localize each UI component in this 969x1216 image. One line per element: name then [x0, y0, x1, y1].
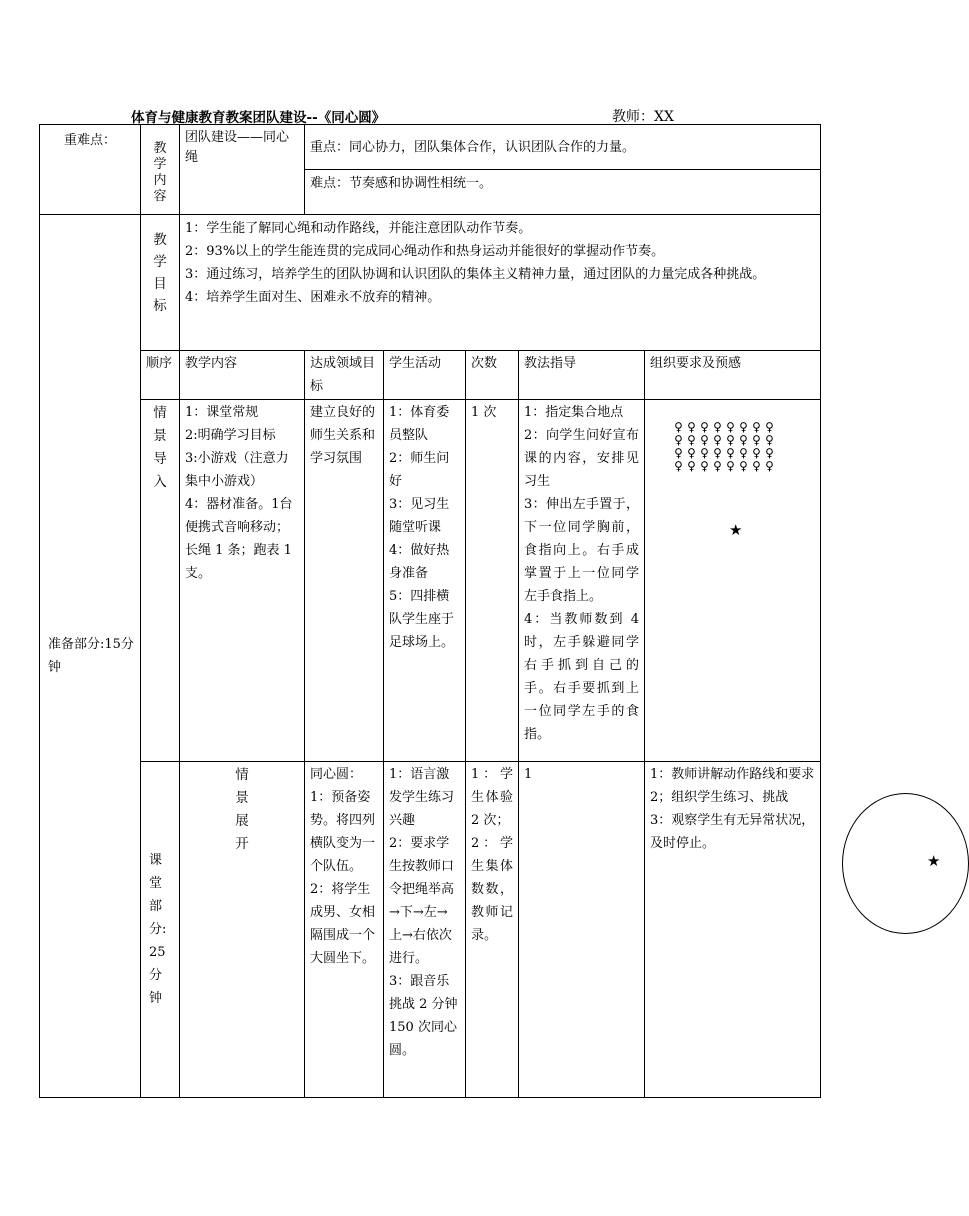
person-icon: ♀ [687, 420, 696, 434]
class-activity-cell [466, 762, 519, 1098]
class-method-item: 3：观察学生有无异常状况，及时停止。 [650, 813, 815, 851]
lesson-content-cell [180, 125, 305, 215]
class-order-label: 情 景 展 开 [235, 767, 249, 852]
lesson-plan-table [39, 124, 941, 1098]
lesson-content: 团队建设——同心绳 [185, 130, 290, 165]
prep-content-item: 2:明确学习目标 [185, 428, 276, 443]
content-label: 教 学 内 容 [153, 141, 167, 204]
prep-content-item: 3:小游戏（注意力集中小游戏） [185, 451, 289, 489]
person-icon: ♀ [713, 446, 722, 460]
class-method-item: 2；组织学生练习、挑战 [650, 790, 789, 805]
prep-domain-cell [305, 400, 384, 762]
col-header-org: 组织要求及预感 [645, 351, 821, 400]
prep-activity-item: 4：做好热身准备 [389, 543, 450, 581]
goal-item: 3：通过练习，培养学生的团队协调和认识团队的集体主义精神力量，通过团队的力量完成各种挑战。 [185, 267, 766, 282]
class-domain-item: 1：语言激发学生练习兴趣 [389, 767, 455, 828]
col-header-content: 教学内容 [180, 351, 305, 400]
prep-activity-cell [384, 400, 466, 762]
person-icon: ♀ [752, 446, 761, 460]
prep-activity-item: 3：见习生随堂听课 [389, 497, 450, 535]
key-difficult-label-cell [40, 125, 141, 215]
class-domain-cell [384, 762, 466, 1098]
star-icon: ★ [927, 852, 941, 870]
prep-content-item: 1：课堂常规 [185, 405, 259, 420]
difficult-point: 难点：节奏感和协调性相统一。 [310, 176, 493, 191]
class-count-cell [519, 762, 645, 1098]
col-header-order: 顺序 [141, 351, 180, 400]
difficult-point-cell [305, 170, 821, 215]
prep-content-cell [180, 400, 305, 762]
person-icon: ♀ [726, 433, 735, 447]
content-label-cell [141, 125, 180, 215]
person-icon: ♀ [674, 433, 683, 447]
prep-activity-item: 5：四排横队学生座于足球场上。 [389, 589, 455, 650]
person-icon: ♀ [726, 446, 735, 460]
class-order-cell [180, 762, 305, 1098]
class-domain-item: 2：要求学生按教师口令把绳举高→下→左→上→右依次进行。 [389, 836, 455, 966]
teacher-name: 教师：XX [612, 109, 674, 125]
person-icon: ♀ [674, 420, 683, 434]
goal-item: 1：学生能了解同心绳和动作路线，并能注意团队动作节奏。 [185, 221, 532, 236]
class-content-item: 同心圆： [310, 767, 363, 782]
prep-activity-item: 1：体育委员整队 [389, 405, 450, 443]
class-content-cell [305, 762, 384, 1098]
col-header-activity: 学生活动 [384, 351, 466, 400]
person-icon: ♀ [765, 459, 774, 473]
person-icon: ♀ [674, 459, 683, 473]
class-activity-item: 2：学生集体数数，教师记录。 [471, 836, 513, 943]
person-icon: ♀ [739, 459, 748, 473]
person-icon: ♀ [752, 459, 761, 473]
goals-cell [180, 215, 821, 351]
person-icon: ♀ [726, 459, 735, 473]
prep-activity-item: 2：师生问好 [389, 451, 450, 489]
class-activity-item: 1：学生体验 2 次； [471, 767, 513, 828]
prep-domain: 建立良好的师生关系和学习氛围 [310, 405, 376, 466]
class-section-cell [141, 762, 180, 1098]
person-icon: ♀ [739, 433, 748, 447]
person-icon: ♀ [687, 446, 696, 460]
circle-formation [842, 793, 969, 934]
class-method-item: 1：教师讲解动作路线和要求 [650, 767, 815, 782]
class-count: 1 [524, 767, 533, 782]
person-icon: ♀ [700, 433, 709, 447]
goal-item: 4：培养学生面对生、困难永不放弃的精神。 [185, 290, 441, 305]
key-difficult-label: 重难点： [63, 133, 116, 148]
person-icon: ♀ [700, 459, 709, 473]
person-icon: ♀ [687, 459, 696, 473]
prep-content-item: 4：器材准备。1台便携式音响移动；长绳 1 条；跑表 1 支。 [185, 497, 293, 581]
prep-method-item: 3：伸出左手置于，下一位同学胸前，食指向上。右手成掌置于上一位同学左手食指上。 [524, 497, 639, 604]
class-section-label: 课堂部分:25分钟 [149, 853, 167, 1006]
prep-section-label: 准备部分:15分钟 [48, 637, 134, 675]
class-content-item: 2：将学生成男、女相隔围成一个大圆坐下。 [310, 882, 376, 966]
prep-method-item: 4：当教师数到 4 时，左手躲避同学右手抓到自己的手。右手要抓到上一位同学左手的食指。 [524, 612, 639, 742]
person-icon: ♀ [726, 420, 735, 434]
prep-order-cell [141, 400, 180, 762]
col-header-method: 教法指导 [519, 351, 645, 400]
goals-label-cell [141, 215, 180, 351]
key-point: 重点：同心协力，团队集体合作，认识团队合作的力量。 [310, 139, 636, 155]
person-icon: ♀ [687, 433, 696, 447]
prep-method-cell [519, 400, 645, 762]
person-icon: ♀ [713, 459, 722, 473]
key-point-cell [305, 125, 821, 170]
person-icon: ♀ [752, 420, 761, 434]
person-icon: ♀ [674, 446, 683, 460]
person-icon: ♀ [700, 420, 709, 434]
person-icon: ♀ [765, 433, 774, 447]
goal-item: 2：93%以上的学生能连贯的完成同心绳动作和热身运动并能很好的掌握动作节奏。 [185, 244, 665, 259]
student-formation [672, 421, 815, 473]
person-icon: ♀ [765, 420, 774, 434]
person-icon: ♀ [752, 433, 761, 447]
prep-method-item: 1：指定集合地点 [524, 405, 624, 420]
person-icon: ♀ [765, 446, 774, 460]
class-content-item: 1：预备姿势。将四列横队变为一个队伍。 [310, 790, 376, 874]
person-icon: ♀ [713, 420, 722, 434]
person-icon: ♀ [713, 433, 722, 447]
goals-label: 教 学 目 标 [153, 232, 167, 314]
person-icon: ♀ [739, 446, 748, 460]
class-method-cell [645, 762, 821, 1098]
col-header-domain: 达成领域目标 [305, 351, 384, 400]
document-title: 体育与健康教育教案团队建设--《同心圆》 [131, 110, 386, 126]
prep-order-label: 情 景 导 入 [153, 405, 167, 490]
prep-org-cell [645, 400, 821, 762]
class-domain-item: 3：跟音乐挑战 2 分钟 150 次同心圆。 [389, 974, 458, 1058]
person-icon: ♀ [739, 420, 748, 434]
col-header-count: 次数 [466, 351, 519, 400]
prep-count-cell [466, 400, 519, 762]
prep-section-cell [40, 215, 141, 1098]
prep-method-item: 2：向学生问好宣布课的内容，安排见习生 [524, 428, 639, 489]
person-icon: ♀ [700, 446, 709, 460]
prep-count: 1 次 [471, 405, 497, 420]
star-icon: ★ [729, 521, 743, 539]
